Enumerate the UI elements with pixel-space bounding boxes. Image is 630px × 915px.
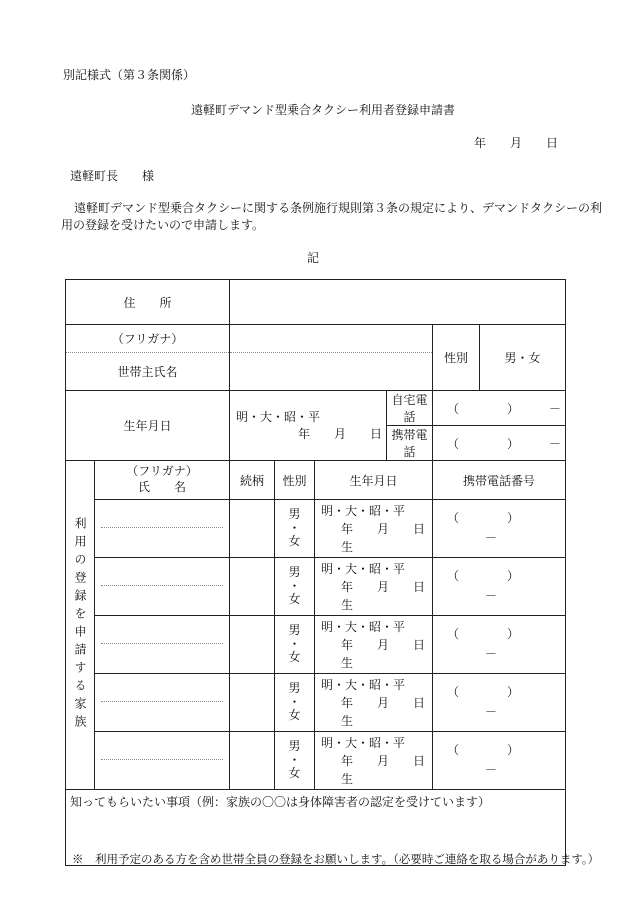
member-phone-field[interactable]: （ ） －: [433, 616, 566, 674]
member-sex-field[interactable]: 男 ・ 女: [275, 500, 315, 558]
member-name-field[interactable]: [95, 500, 230, 558]
family-row: [66, 558, 566, 616]
member-name-field[interactable]: [95, 616, 230, 674]
member-relation-field[interactable]: [230, 558, 275, 616]
member-birth-field[interactable]: 明・大・昭・平 年 月 日生: [315, 558, 433, 616]
address-label: 住 所: [66, 280, 230, 325]
member-relation-field[interactable]: [230, 732, 275, 790]
col-sex-header: 性別: [275, 461, 315, 500]
member-phone-field[interactable]: （ ） －: [433, 732, 566, 790]
home-phone-label: 自宅電話: [387, 391, 433, 426]
application-table: [65, 279, 566, 866]
form-title: 遠軽町デマンド型乗合タクシー利用者登録申請書: [191, 103, 456, 117]
member-birth-field[interactable]: 明・大・昭・平 年 月 日生: [315, 616, 433, 674]
ki-label: 記: [307, 251, 320, 265]
member-name-field[interactable]: [95, 558, 230, 616]
address-field[interactable]: [230, 280, 566, 325]
head-birth-era: 明・大・昭・平: [236, 409, 321, 424]
family-row: [66, 674, 566, 732]
member-birth-field[interactable]: 明・大・昭・平 年 月 日生: [315, 732, 433, 790]
mobile-phone-field[interactable]: （ ） －: [433, 426, 566, 461]
head-birth-field[interactable]: [230, 391, 387, 461]
mobile-phone-label: 携帯電話: [387, 426, 433, 461]
body-text-2: 用の登録を受けたいので申請します。: [61, 218, 265, 232]
member-sex-field[interactable]: 男 ・ 女: [275, 732, 315, 790]
member-sex-field[interactable]: 男 ・ 女: [275, 558, 315, 616]
body-text-1: 遠軽町デマンド型乗合タクシーに関する条例施行規則第３条の規定により、デマンドタクシーの利: [74, 201, 603, 215]
form-ref: 別記様式（第３条関係）: [63, 68, 196, 82]
family-row: [66, 732, 566, 790]
head-name-field[interactable]: [230, 325, 433, 391]
member-phone-field[interactable]: （ ） －: [433, 558, 566, 616]
member-relation-field[interactable]: [230, 616, 275, 674]
addressee: 遠軽町長 様: [70, 169, 155, 183]
head-name-label-cell: [66, 325, 230, 391]
birth-label: 生年月日: [66, 391, 230, 461]
member-name-field[interactable]: [95, 674, 230, 732]
member-birth-field[interactable]: 明・大・昭・平 年 月 日生: [315, 674, 433, 732]
head-birth-ymd: 年 月 日: [298, 426, 383, 441]
furigana-label: （フリガナ）: [111, 332, 184, 346]
sex-options[interactable]: 男・女: [480, 325, 566, 391]
sex-label: 性別: [433, 325, 480, 391]
member-relation-field[interactable]: [230, 500, 275, 558]
home-phone-field[interactable]: （ ） －: [433, 391, 566, 426]
member-birth-field[interactable]: 明・大・昭・平 年 月 日生: [315, 500, 433, 558]
date-line: 年 月 日: [474, 136, 559, 150]
member-phone-field[interactable]: （ ） －: [433, 674, 566, 732]
member-relation-field[interactable]: [230, 674, 275, 732]
col-name-header: （フリガナ） 氏 名: [95, 461, 230, 500]
family-label: 利用の登録を申請する家族: [66, 461, 95, 790]
col-mobile-header: 携帯電話番号: [433, 461, 566, 500]
member-sex-field[interactable]: 男 ・ 女: [275, 674, 315, 732]
col-birth-header: 生年月日: [315, 461, 433, 500]
member-phone-field[interactable]: （ ） －: [433, 500, 566, 558]
family-row: [66, 500, 566, 558]
member-sex-field[interactable]: 男 ・ 女: [275, 616, 315, 674]
head-name-label: 世帯主氏名: [66, 352, 229, 390]
col-relation-header: 続柄: [230, 461, 275, 500]
notes-label: 知ってもらいたい事項（例：家族の〇〇は身体障害者の認定を受けています）: [70, 795, 491, 809]
footer-note: ※ 利用予定のある方を含め世帯全員の登録をお願いします。（必要時ご連絡を取る場合があります。）: [72, 852, 600, 866]
member-name-field[interactable]: [95, 732, 230, 790]
family-row: [66, 616, 566, 674]
